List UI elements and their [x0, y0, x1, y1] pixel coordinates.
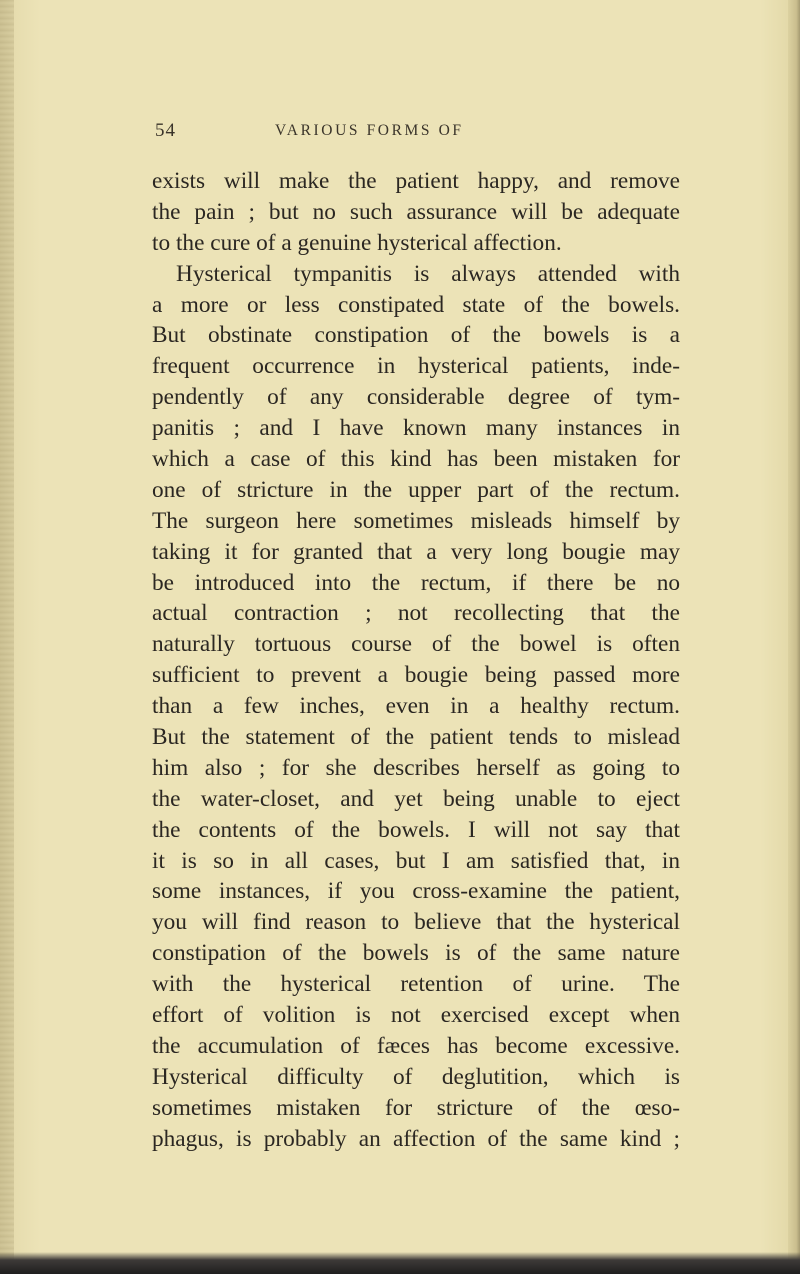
text-line: a more or less constipated state of the bowels.	[152, 291, 680, 318]
body-text	[152, 166, 680, 1155]
text-line: the pain ; but no such assurance will be adequate	[152, 198, 680, 225]
page-number: 54	[155, 120, 176, 141]
text-line: the accumulation of fæces has become excessive.	[152, 1032, 680, 1059]
page-gutter-edge	[0, 0, 14, 1274]
text-line: the contents of the bowels. I will not say that	[152, 816, 680, 843]
text-line: some instances, if you cross-examine the patient,	[152, 878, 680, 905]
text-line: actual contraction ; not recollecting that the	[152, 600, 680, 627]
text-line: one of stricture in the upper part of the rectum.	[152, 476, 680, 503]
text-line: Hysterical tympanitis is always attended with	[176, 260, 680, 287]
text-line: effort of volition is not exercised except when	[152, 1002, 680, 1029]
text-line: with the hysterical retention of urine. The	[152, 971, 680, 998]
text-line: pendently of any considerable degree of tym-	[152, 384, 680, 411]
text-line: him also ; for she describes herself as going to	[152, 754, 680, 781]
page-outer-edge	[788, 0, 800, 1274]
text-line: be introduced into the rectum, if there be no	[152, 569, 680, 596]
text-line: phagus, is probably an affection of the same kind ;	[152, 1125, 680, 1152]
text-line: than a few inches, even in a healthy rectum.	[152, 693, 680, 720]
text-line: Hysterical difficulty of deglutition, which is	[152, 1063, 680, 1090]
text-line: taking it for granted that a very long bougie may	[152, 538, 680, 565]
text-line: to the cure of a genuine hysterical affection.	[152, 229, 562, 256]
text-line: But obstinate constipation of the bowels is a	[152, 322, 680, 349]
text-line: it is so in all cases, but I am satisfied that, in	[152, 847, 680, 874]
text-line: the water-closet, and yet being unable to eject	[152, 785, 680, 812]
text-line: panitis ; and I have known many instances in	[152, 415, 680, 442]
text-line: The surgeon here sometimes misleads himself by	[152, 507, 680, 534]
text-line: But the statement of the patient tends to mislead	[152, 724, 680, 751]
running-head: VARIOUS FORMS OF	[275, 122, 464, 139]
page-header	[155, 120, 675, 148]
text-line: naturally tortuous course of the bowel is often	[152, 631, 680, 658]
text-line: sometimes mistaken for stricture of the œso-	[152, 1094, 680, 1121]
text-line: constipation of the bowels is of the same nature	[152, 940, 680, 967]
text-line: frequent occurrence in hysterical patients, inde-	[152, 353, 680, 380]
text-line: you will find reason to believe that the hysterical	[152, 909, 680, 936]
page-bottom-edge	[0, 1252, 800, 1274]
text-line: which a case of this kind has been mistaken for	[152, 446, 680, 473]
text-line: exists will make the patient happy, and remove	[152, 168, 680, 194]
text-line: sufficient to prevent a bougie being passed more	[152, 662, 680, 689]
